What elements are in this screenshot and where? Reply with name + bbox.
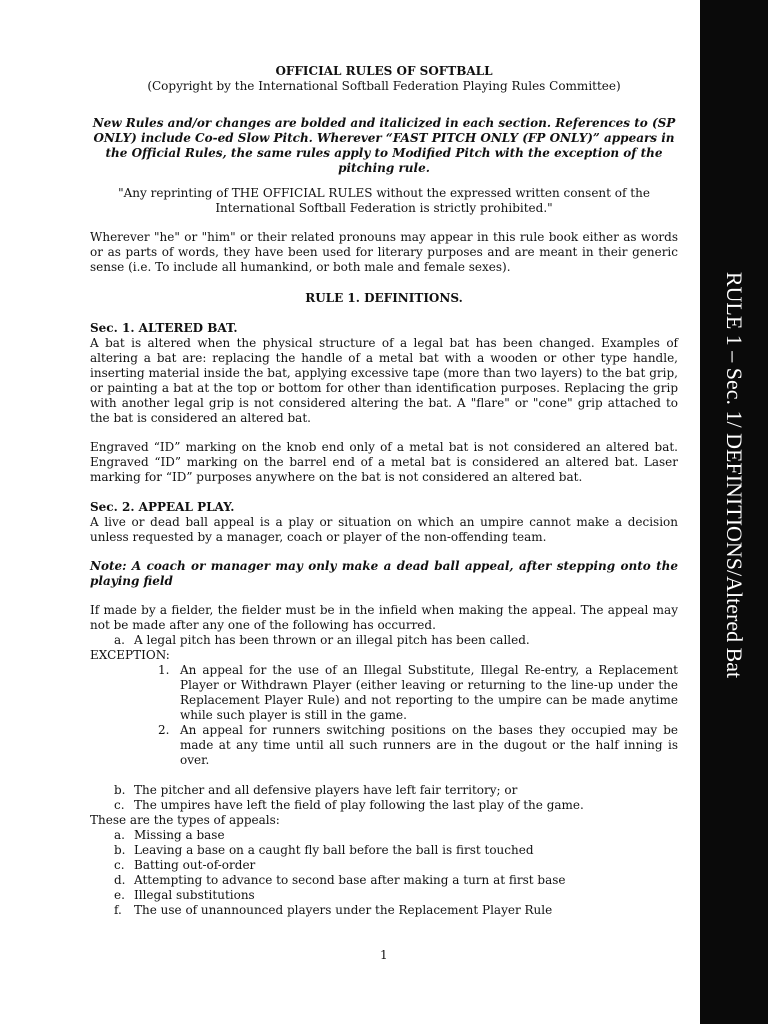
pronoun-note: Wherever "he" or "him" or their related pronouns may appear in this rule book either as words or as parts of words, they have been used for literary purposes and are meant in their generic sense (i.e. To include all humankind, or both male and female sexes).	[90, 230, 678, 274]
list-item-text: The umpires have left the field of play following the last play of the game.	[134, 798, 584, 812]
list-item-label: c.	[114, 798, 125, 812]
sec2-heading: Sec. 2. APPEAL PLAY.	[90, 500, 235, 514]
condition-list	[90, 783, 678, 813]
types-intro: These are the types of appeals:	[90, 813, 280, 827]
list-item-text: A legal pitch has been thrown or an illegal pitch has been called.	[134, 633, 530, 647]
list-item	[114, 783, 678, 798]
list-item-text: An appeal for the use of an Illegal Substitute, Illegal Re-entry, a Replacement Player or Withdrawn Player (either leaving or returning to the line-up under the Replacement Player Rule) and not reporting to the umpire can be made anytime while such player is still in the game.	[180, 663, 678, 722]
list-item-text: Leaving a base on a caught fly ball before the ball is first touched	[134, 843, 534, 857]
copyright-line: (Copyright by the International Softball Federation Playing Rules Committee)	[147, 79, 621, 93]
list-item-label: a.	[114, 633, 125, 647]
list-item-text: Illegal substitutions	[134, 888, 255, 902]
exception-list	[158, 663, 678, 768]
list-item-label: b.	[114, 843, 126, 857]
document-page	[90, 64, 678, 918]
list-item-label: c.	[114, 858, 125, 872]
list-item-text: Attempting to advance to second base after making a turn at first base	[134, 873, 566, 887]
sec2-note: Note: A coach or manager may only make a dead ball appeal, after stepping onto the playing field	[90, 559, 678, 588]
changes-notice: New Rules and/or changes are bolded and italicized in each section. References to (SP ONLY) include Co-ed Slow Pitch. Wherever “FAST PITCH ONLY (FP ONLY)” appears in the Official Rules, the same rules apply to Modified Pitch with the exception of the pitching rule.	[92, 116, 676, 175]
list-item	[114, 903, 678, 918]
list-item-text: The use of unannounced players under the Replacement Player Rule	[134, 903, 553, 917]
list-item	[114, 828, 678, 843]
list-item-label: d.	[114, 873, 126, 887]
reprint-notice: "Any reprinting of THE OFFICIAL RULES without the expressed written consent of the International Softball Federation is strictly prohibited."	[118, 186, 650, 215]
list-item-label: 1.	[158, 663, 170, 677]
list-item	[114, 858, 678, 873]
list-item	[114, 843, 678, 858]
list-item-label: b.	[114, 783, 126, 797]
list-item-text: The pitcher and all defensive players have left fair territory; or	[134, 783, 518, 797]
exception-label: EXCEPTION:	[90, 648, 170, 662]
list-item	[114, 888, 678, 903]
sec2-para1: A live or dead ball appeal is a play or situation on which an umpire cannot make a decision unless requested by a manager, coach or player of the non-offending team.	[90, 515, 678, 544]
list-item-text: Missing a base	[134, 828, 225, 842]
list-item-label: e.	[114, 888, 125, 902]
sec1-para1: A bat is altered when the physical structure of a legal bat has been changed. Examples of altering a bat are: replacing the handle of a metal bat with a wooden or other type handle, inserting material inside the bat, applying excessive tape (more than two layers) to the bat grip, or painting a bat at the top or bottom for other than identification purposes. Replacing the grip with another legal grip is not considered altering the bat. A "flare" or "cone" grip attached to the bat is considered an altered bat.	[90, 336, 678, 425]
list-item-text: Batting out-of-order	[134, 858, 256, 872]
sec1-heading: Sec. 1. ALTERED BAT.	[90, 321, 238, 335]
list-item-label: f.	[114, 903, 122, 917]
list-item	[114, 633, 678, 648]
list-item-text: An appeal for runners switching positions on the bases they occupied may be made at any time until all such runners are in the dugout or the half inning is over.	[180, 723, 678, 767]
sec1-para2: Engraved “ID” marking on the knob end only of a metal bat is not considered an altered bat. Engraved “ID” marking on the barrel end of a metal bat is considered an altered bat. Laser marking for “ID” purposes anywhere on the bat is not considered an altered bat.	[90, 440, 678, 484]
list-item-label: 2.	[158, 723, 170, 737]
page-number: 1	[380, 948, 388, 962]
page-title: OFFICIAL RULES OF SOFTBALL	[275, 64, 493, 78]
list-item	[158, 723, 678, 768]
appeal-types-list	[90, 828, 678, 918]
list-item-label: a.	[114, 828, 125, 842]
side-tab-label: RULE 1 – Sec. 1/ DEFINITIONS/Altered Bat	[722, 271, 747, 679]
rule-heading: RULE 1. DEFINITIONS.	[305, 291, 463, 305]
sec2-para2: If made by a fielder, the fielder must be in the infield when making the appeal. The appeal may not be made after any one of the following has occurred.	[90, 603, 678, 632]
list-item	[114, 873, 678, 888]
list-item	[158, 663, 678, 723]
list-item	[114, 798, 678, 813]
